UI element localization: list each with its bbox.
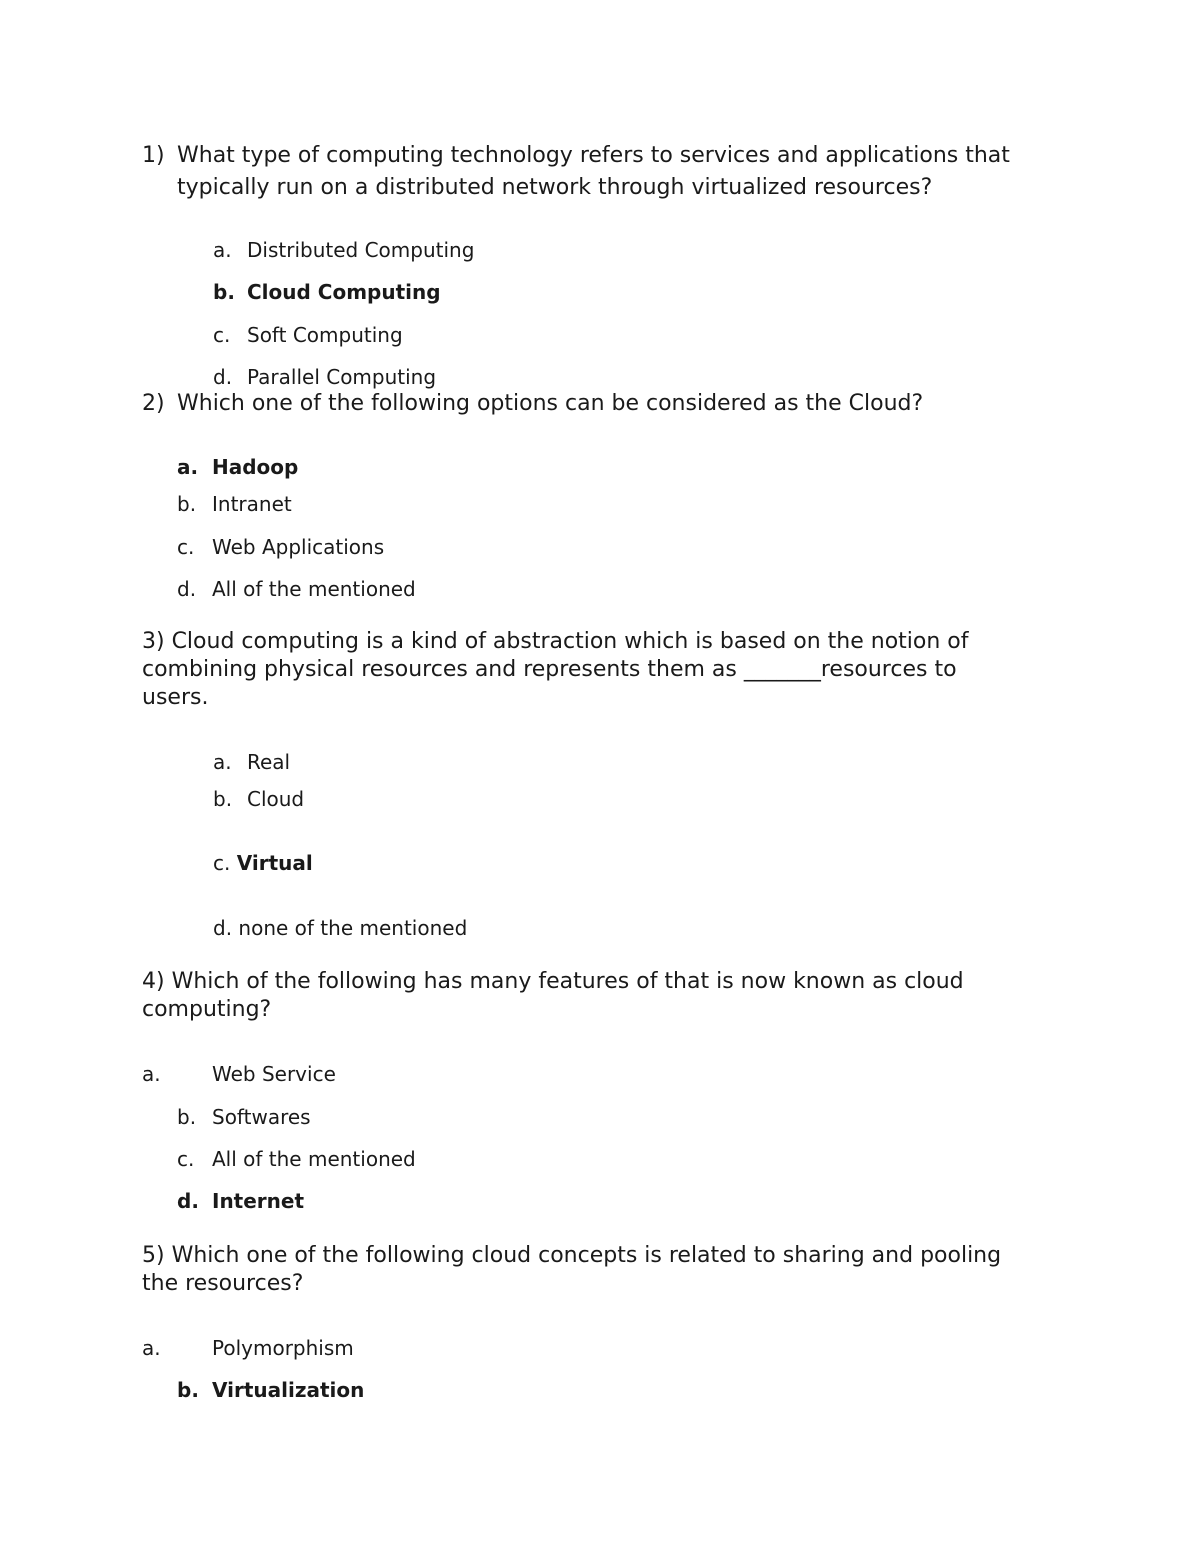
option-text: Softwares (212, 1105, 311, 1129)
q1-option-b-answer (213, 282, 441, 302)
q3-option-c-answer (213, 853, 313, 873)
q4-option-a (142, 1064, 336, 1084)
q3-option-d (213, 918, 467, 938)
q5-option-a (142, 1338, 354, 1358)
option-letter: d. (177, 577, 197, 601)
q3-option-a (213, 752, 290, 772)
question-3-text-line-2: combining physical resources and represents them as _______resources to (142, 657, 957, 682)
option-letter: b. (213, 280, 235, 304)
option-letter: a. (142, 1062, 161, 1086)
question-4-text-line-2: computing? (142, 997, 272, 1022)
question-1-text-line-1: What type of computing technology refers to services and applications that (177, 143, 1010, 168)
question-5-text-line-1: 5) Which one of the following cloud concepts is related to sharing and pooling (142, 1243, 1002, 1268)
q2-option-c (177, 537, 384, 557)
q1-option-a (213, 240, 474, 260)
option-letter: b. (213, 787, 233, 811)
option-letter: d. (213, 365, 233, 389)
option-text: Virtual (236, 851, 313, 875)
question-1-number: 1) (142, 143, 165, 168)
question-1-text-line-2: typically run on a distributed network through virtualized resources? (177, 175, 933, 200)
question-4-text-line-1: 4) Which of the following has many features of that is now known as cloud (142, 969, 964, 994)
option-letter: a. (177, 455, 199, 479)
option-letter: c. (213, 323, 231, 347)
option-letter: a. (213, 750, 232, 774)
q1-option-d (213, 367, 436, 387)
option-letter: c. (177, 1147, 195, 1171)
question-3-text-line-3: users. (142, 685, 209, 710)
q2-option-a-answer (177, 457, 298, 477)
option-text: Real (247, 750, 291, 774)
q3-option-b (213, 789, 304, 809)
q2-option-d (177, 579, 416, 599)
option-text: Intranet (212, 492, 292, 516)
option-letter: b. (177, 1378, 199, 1402)
q1-option-c (213, 325, 403, 345)
option-letter: d. (177, 1189, 199, 1213)
option-text: All of the mentioned (212, 1147, 416, 1171)
q2-option-b (177, 494, 292, 514)
option-text: Cloud Computing (247, 280, 441, 304)
option-text: Parallel Computing (247, 365, 437, 389)
option-text: Cloud (247, 787, 305, 811)
option-letter: d. (213, 916, 233, 940)
option-text: Web Service (212, 1062, 336, 1086)
option-text: Web Applications (212, 535, 385, 559)
option-letter: c. (213, 851, 231, 875)
option-text: Internet (212, 1189, 305, 1213)
option-text: Virtualization (212, 1378, 365, 1402)
option-text: All of the mentioned (212, 577, 416, 601)
q4-option-d-answer (177, 1191, 304, 1211)
option-letter: a. (142, 1336, 161, 1360)
option-letter: b. (177, 1105, 197, 1129)
option-letter: b. (177, 492, 197, 516)
q5-option-b-answer (177, 1380, 364, 1400)
question-2-number: 2) (142, 391, 165, 416)
option-text: Hadoop (212, 455, 299, 479)
q4-option-c (177, 1149, 416, 1169)
option-letter: a. (213, 238, 232, 262)
option-text: Polymorphism (212, 1336, 354, 1360)
question-2-text: Which one of the following options can be considered as the Cloud? (177, 391, 924, 416)
q4-option-b (177, 1107, 311, 1127)
option-text: Distributed Computing (247, 238, 475, 262)
option-text: Soft Computing (247, 323, 403, 347)
option-letter: c. (177, 535, 195, 559)
question-5-text-line-2: the resources? (142, 1271, 304, 1296)
question-3-text-line-1: 3) Cloud computing is a kind of abstraction which is based on the notion of (142, 629, 969, 654)
option-text: none of the mentioned (238, 916, 468, 940)
